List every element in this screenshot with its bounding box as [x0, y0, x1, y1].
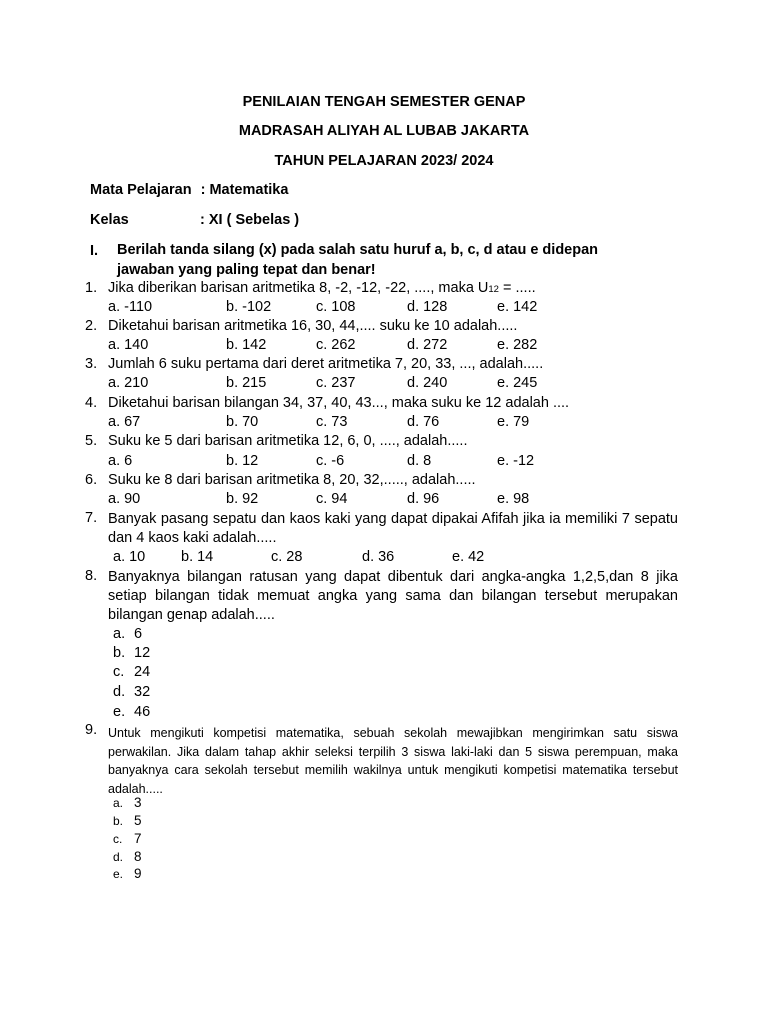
question-text-part: = ..... — [498, 280, 536, 296]
option-e: e. 142 — [497, 299, 538, 315]
option-c: c. 237 — [316, 375, 356, 391]
option-b: b. -102 — [226, 299, 272, 315]
question-text: Suku ke 5 dari barisan aritmetika 12, 6, 0, ...., adalah..... — [108, 433, 468, 449]
option-c: c. -6 — [316, 453, 345, 469]
question-number: 2. — [85, 318, 98, 334]
option-c: c. 28 — [271, 549, 303, 565]
option-label: d. — [113, 684, 126, 700]
option-d: d. 76 — [407, 414, 440, 430]
option-value: 6 — [134, 626, 143, 642]
question-number: 7. — [85, 510, 98, 526]
option-e: e. 42 — [452, 549, 485, 565]
option-d: d. 128 — [407, 299, 448, 315]
option-a: a. -110 — [108, 299, 153, 315]
section-instruction: Berilah tanda silang (x) pada salah satu huruf a, b, c, d atau e didepan jawaban yang paling tepat dan benar! — [117, 242, 599, 278]
question-number: 5. — [85, 433, 98, 449]
subject-row — [90, 182, 288, 198]
option-label: e. — [113, 867, 124, 881]
option-label: b. — [113, 814, 124, 828]
option-d: d. 36 — [362, 549, 395, 565]
option-value: 5 — [134, 813, 142, 828]
option-b: b. 215 — [226, 375, 267, 391]
option-c: c. 262 — [316, 337, 356, 353]
option-value: 12 — [134, 645, 151, 661]
question-text: Untuk mengikuti kompetisi matematika, sebuah sekolah mewajibkan mengirimkan satu siswa perwakilan. Jika dalam tahap akhir seleksi terpilih 3 siswa laki-laki dan 5 siswa perempuan, maka banyaknya cara sekolah tersebut memilih wakilnya untuk mengikuti kompetisi matematika tersebut adalah..... — [108, 726, 678, 796]
class-label: Kelas — [90, 212, 129, 228]
option-value: 3 — [134, 795, 142, 810]
option-b: b. 142 — [226, 337, 267, 353]
option-a: a. 6 — [108, 453, 133, 469]
option-d: d. 96 — [407, 491, 440, 507]
question-text — [108, 280, 678, 296]
option-c: c. 73 — [316, 414, 348, 430]
option-b: b. 70 — [226, 414, 259, 430]
question-text: Suku ke 8 dari barisan aritmetika 8, 20, 32,....., adalah..... — [108, 472, 476, 488]
option-a: a. 210 — [108, 375, 149, 391]
option-e: e. 98 — [497, 491, 530, 507]
question-number: 3. — [85, 356, 98, 372]
option-value: 32 — [134, 684, 151, 700]
option-value: 8 — [134, 849, 142, 864]
option-a: a. 90 — [108, 491, 141, 507]
school-name: MADRASAH ALIYAH AL LUBAB JAKARTA — [238, 123, 530, 139]
subject-label: Mata Pelajaran — [90, 182, 192, 198]
option-value: 46 — [134, 704, 151, 720]
option-e: e. -12 — [497, 453, 535, 469]
question-number: 8. — [85, 568, 98, 584]
option-a: a. 67 — [108, 414, 141, 430]
option-a: a. 140 — [108, 337, 149, 353]
option-b: b. 92 — [226, 491, 259, 507]
option-d: d. 272 — [407, 337, 448, 353]
question-text: Jumlah 6 suku pertama dari deret aritmetika 7, 20, 33, ..., adalah..... — [108, 356, 544, 372]
option-d: d. 240 — [407, 375, 448, 391]
question-number: 9. — [85, 722, 98, 738]
exam-title: PENILAIAN TENGAH SEMESTER GENAP — [242, 94, 526, 110]
option-c: c. 94 — [316, 491, 348, 507]
option-label: d. — [113, 850, 124, 864]
option-c: c. 108 — [316, 299, 356, 315]
question-text: Diketahui barisan aritmetika 16, 30, 44,.... suku ke 10 adalah..... — [108, 318, 518, 334]
option-a: a. 10 — [113, 549, 146, 565]
question-text: Banyaknya bilangan ratusan yang dapat dibentuk dari angka-angka 1,2,5,dan 8 jika setiap bilangan tidak memuat angka yang sama dan bilangan tersebut merupakan bilangan genap adalah..... — [108, 569, 678, 623]
option-value: 7 — [134, 831, 142, 846]
question-number: 1. — [85, 280, 98, 296]
option-value: 9 — [134, 866, 142, 881]
option-d: d. 8 — [407, 453, 432, 469]
option-e: e. 79 — [497, 414, 530, 430]
option-label: a. — [113, 796, 124, 810]
class-value: : XI ( Sebelas ) — [200, 212, 300, 228]
question-text-part: Jika diberikan barisan aritmetika 8, -2, -12, -22, ...., maka U — [108, 280, 489, 296]
option-e: e. 282 — [497, 337, 538, 353]
option-label: e. — [113, 704, 126, 720]
question-text: Banyak pasang sepatu dan kaos kaki yang dapat dipakai Afifah jika ia memiliki 7 sepatu dan 4 kaos kaki adalah..... — [108, 511, 678, 546]
option-label: b. — [113, 645, 126, 661]
section-number: I. — [90, 243, 99, 259]
option-label: c. — [113, 832, 123, 846]
subject-value: : Matematika — [200, 182, 289, 198]
question-number: 4. — [85, 395, 98, 411]
question-text: Diketahui barisan bilangan 34, 37, 40, 43..., maka suku ke 12 adalah .... — [108, 395, 570, 411]
option-b: b. 12 — [226, 453, 259, 469]
option-b: b. 14 — [181, 549, 214, 565]
subscript: 12 — [488, 284, 499, 295]
question-number: 6. — [85, 472, 98, 488]
option-label: c. — [113, 664, 125, 680]
class-row — [90, 212, 390, 228]
option-value: 24 — [134, 664, 151, 680]
academic-year: TAHUN PELAJARAN 2023/ 2024 — [274, 153, 494, 169]
option-e: e. 245 — [497, 375, 538, 391]
option-label: a. — [113, 626, 126, 642]
